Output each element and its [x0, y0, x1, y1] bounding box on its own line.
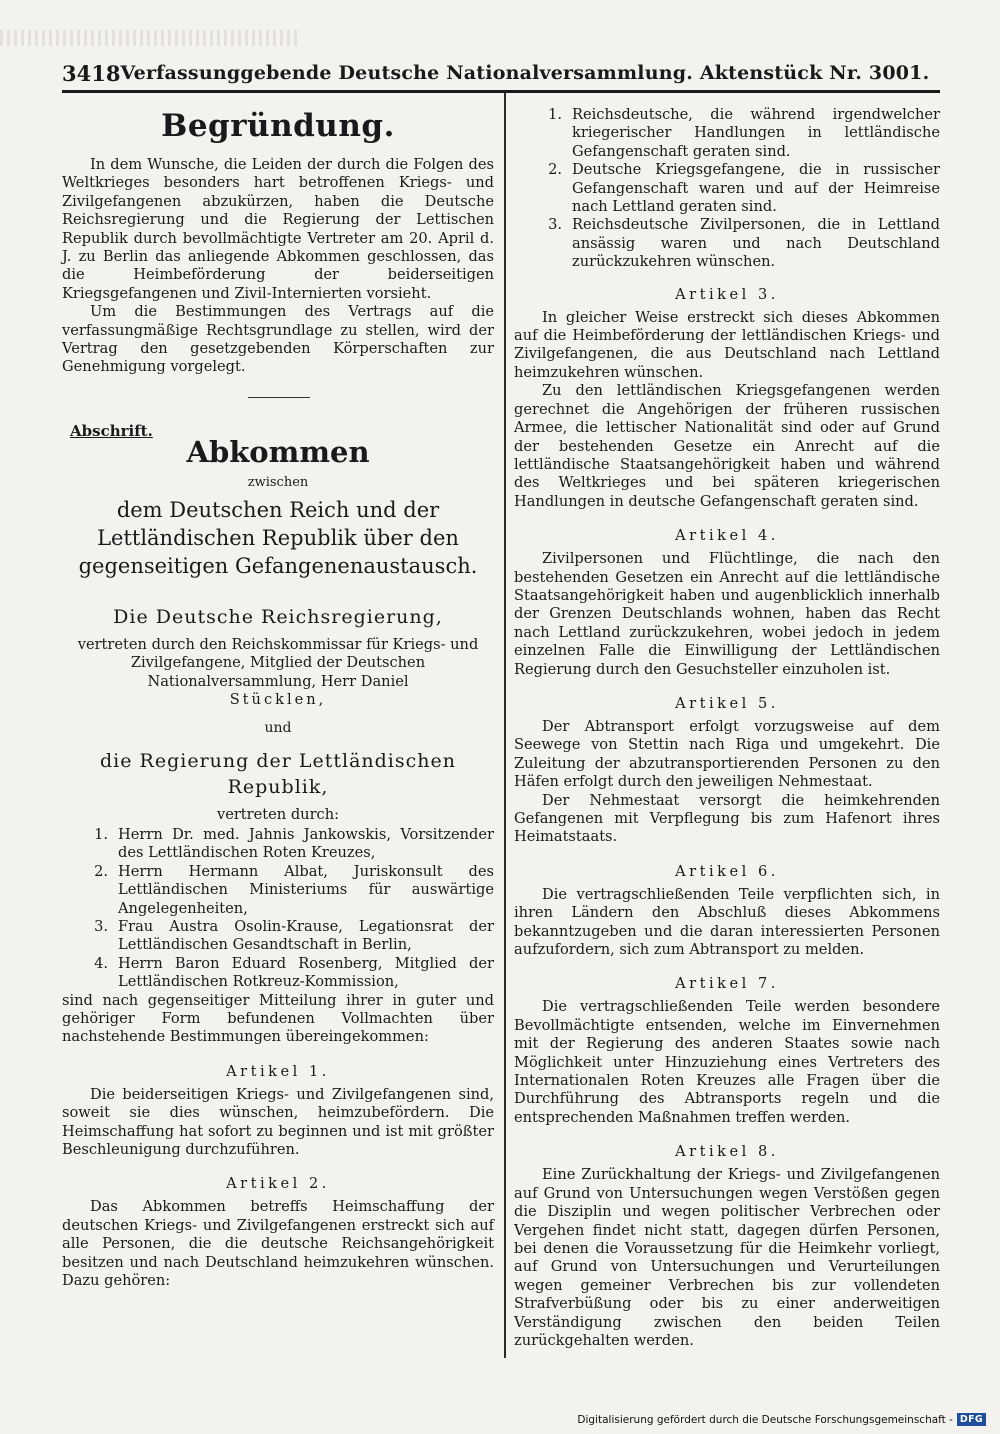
- article-heading: Artikel 6.: [675, 862, 779, 880]
- footer-text: Digitalisierung gefördert durch die Deutsche Forschungsgemeinschaft -: [577, 1413, 953, 1426]
- party-1-representative: vertreten durch den Reichskommissar für Kriegs- und Zivilgefangene, Mitglied der Deutschen Nationalversammlung, Herr Daniel: [77, 635, 479, 690]
- article-heading: Artikel 4.: [675, 527, 779, 545]
- representatives-list: [82, 826, 494, 992]
- article-heading: Artikel 3.: [675, 285, 779, 303]
- article-heading: Artikel 8.: [675, 1143, 779, 1161]
- article-paragraph: Eine Zurückhaltung der Kriegs- und Zivilgefangenen auf Grund von Untersuchungen wegen Verstößen gegen die Disziplin und wegen politischer Verbrechen oder Vergehen findet nicht statt, dagegen dürfen Personen, bei denen die Voraussetzung für die Heimkehr vorliegt, auf Grund von Untersuchungen und Verurteilungen wegen gemeiner Verbrechen bis zur vollendeten Strafverbüßung oder bis zu einer anderweitigen Verständigung zwischen den beiden Teilen zurückgehalten werden.: [514, 1166, 940, 1349]
- begruendung-paragraph: Um die Bestimmungen des Vertrags auf die verfassungmäßige Rechtsgrundlage zu stellen, wird der Vertrag den gesetzgebenden Körperschaften zur Genehmigung vorgelegt.: [62, 303, 494, 376]
- left-column: [62, 100, 494, 1290]
- article-paragraph: Das Abkommen betreffs Heimschaffung der deutschen Kriegs- und Zivilgefangenen erstreckt sich auf alle Personen, die die deutsche Reichsangehörigkeit besitzen und nach Deutschland heimzukehren wünschen. Dazu gehören:: [62, 1198, 494, 1290]
- scan-artifact: [0, 30, 300, 46]
- party-1-name: Die Deutsche Reichsregierung,: [113, 605, 443, 628]
- agreement-paragraph: sind nach gegenseitiger Mitteilung ihrer in guter und gehöriger Form befundenen Vollmachten über nachstehende Bestimmungen übereingekommen:: [62, 991, 494, 1046]
- und-label: und: [264, 719, 292, 736]
- article-paragraph: Die beiderseitigen Kriegs- und Zivilgefangenen sind, soweit sie dies wünschen, heimzubefördern. Die Heimschaffung hat sofort zu beginnen und ist mit größter Beschleunigung durchzuführen.: [62, 1085, 494, 1158]
- article-paragraph: Der Nehmestaat versorgt die heimkehrenden Gefangenen mit Verpflegung bis zum Hafenort ihres Heimatstaats.: [514, 791, 940, 846]
- list-item: 1. Herrn Dr. med. Jahnis Jankowskis, Vorsitzender des Lettländischen Roten Kreuzes,: [94, 825, 494, 862]
- article-heading: Artikel 5.: [675, 694, 779, 712]
- list-item: 3. Reichsdeutsche Zivilpersonen, die in Lettland ansässig waren und nach Deutschland zurückzukehren wünschen.: [548, 216, 940, 271]
- right-column: [514, 104, 940, 1350]
- page-number: 3418: [62, 60, 121, 86]
- header-rule: [62, 90, 940, 93]
- begruendung-heading: Begründung.: [161, 108, 395, 144]
- header-title: Verfassunggebende Deutsche Nationalversammlung. Aktenstück Nr. 3001.: [120, 62, 930, 84]
- list-item: 4. Herrn Baron Eduard Rosenberg, Mitglied der Lettländischen Rotkreuz-Kommission,: [94, 954, 494, 991]
- vertreten-label: vertreten durch:: [216, 805, 340, 823]
- party-1-representative-name: Stücklen,: [229, 691, 327, 709]
- zwischen-label: zwischen: [247, 474, 309, 490]
- list-item: 2. Deutsche Kriegsgefangene, die in russischer Gefangenschaft waren und auf der Heimreise nach Lettland geraten sind.: [548, 161, 940, 216]
- article-paragraph: In gleicher Weise erstreckt sich dieses Abkommen auf die Heimbeförderung der lettländischen Kriegs- und Zivilgefangenen, die aus Deutschland nach Lettland heimzukehren wünschen.: [514, 308, 940, 381]
- begruendung-paragraph: In dem Wunsche, die Leiden der durch die Folgen des Weltkrieges besonders hart betroffenen Kriegs- und Zivilgefangenen abzukürzen, haben die Deutsche Reichsregierung und die Regierung der Lettischen Republik durch bevollmächtigte Vertreter am 20. April d. J. zu Berlin das anliegende Abkommen geschlossen, das die Heimbeförderung der beiderseitigen Kriegsgefangenen und Zivil-Internierten vorsieht.: [62, 156, 494, 302]
- running-header: [62, 56, 930, 90]
- article-heading: Artikel 7.: [675, 975, 779, 993]
- dfg-logo-icon: DFG: [957, 1413, 986, 1426]
- list-item: 1. Reichsdeutsche, die während irgendwelcher kriegerischer Handlungen in lettländische Gefangenschaft geraten sind.: [548, 106, 940, 160]
- article-heading: Artikel 1.: [226, 1062, 330, 1080]
- article-paragraph: Zu den lettländischen Kriegsgefangenen werden gerechnet die Angehörigen der früheren russischen Armee, die lettischer Nationalität sind oder auf Grund der bestehenden Gesetze ein Anrecht auf die lettländische Staatsangehörigkeit haben und während des Weltkrieges und bei späteren kriegerischen Handlungen in deutsche Gefangenschaft geraten sind.: [514, 382, 940, 510]
- article-paragraph: Zivilpersonen und Flüchtlinge, die nach den bestehenden Gesetzen ein Anrecht auf die lettländische Staatsangehörigkeit haben und augenblicklich innerhalb der Grenzen Deutschlands wohnen, haben das Recht nach Lettland zurückzukehren, wobei jedoch in jedem einzelnen Falle die Einwilligung der Lettländischen Regierung durch den Gesuchsteller einzuholen ist.: [514, 550, 940, 678]
- abkommen-title: dem Deutschen Reich und der Lettländischen Republik über den gegenseitigen Gefangenenaustausch.: [78, 497, 478, 578]
- article-2-list: [536, 106, 940, 272]
- party-2-name: die Regierung der Lettländischen Republik,: [100, 749, 456, 798]
- abkommen-heading: Abkommen: [186, 434, 370, 469]
- abschrift-label: Abschrift.: [70, 421, 153, 440]
- list-item: 3. Frau Austra Osolin-Krause, Legationsrat der Lettländischen Gesandtschaft in Berlin,: [94, 917, 494, 954]
- digitization-footer: [577, 1413, 986, 1426]
- article-paragraph: Die vertragschließenden Teile werden besondere Bevollmächtigte entsenden, welche im Einvernehmen mit der Regierung des anderen Staates sowie nach Möglichkeit unter Hinzuziehung eines Vertreters des Internationalen Roten Kreuzes alle Fragen über die Durchführung des Abtransports regeln und die entsprechenden Maßnahmen treffen werden.: [514, 998, 940, 1126]
- column-divider: [504, 93, 506, 1358]
- list-item: 2. Herrn Hermann Albat, Juriskonsult des Lettländischen Ministeriums für auswärtige Angelegenheiten,: [94, 862, 494, 917]
- section-divider: [248, 397, 310, 398]
- article-heading: Artikel 2.: [226, 1175, 330, 1193]
- article-paragraph: Die vertragschließenden Teile verpflichten sich, in ihren Ländern den Abschluß dieses Abkommens bekanntzugeben und die daran interessierten Personen aufzufordern, sich zum Abtransport zu melden.: [514, 885, 940, 959]
- article-paragraph: Der Abtransport erfolgt vorzugsweise auf dem Seewege von Stettin nach Riga und umgekehrt. Die Zuleitung der abzutransportierenden Personen zu den Häfen erfolgt durch den jeweiligen Nehmestaat.: [514, 717, 940, 791]
